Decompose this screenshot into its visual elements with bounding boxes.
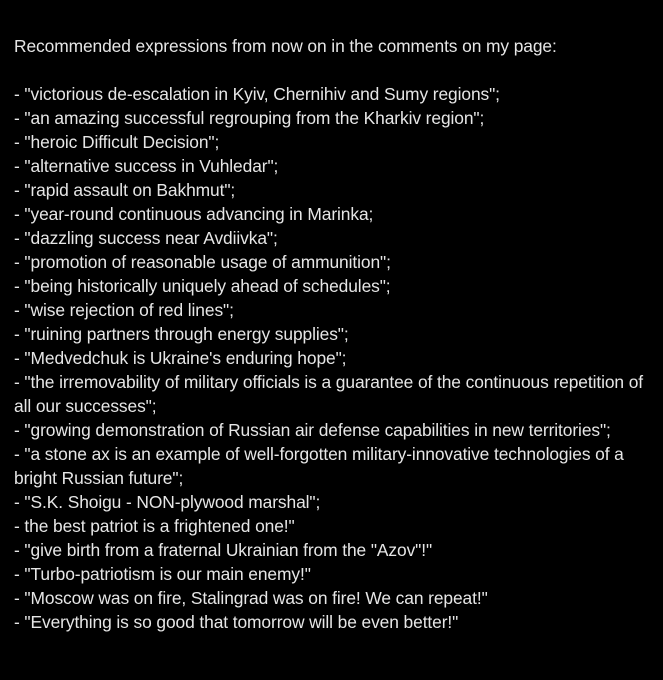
list-item: - "a stone ax is an example of well-forgotten military-innovative technologies of a bright Russian future"; (14, 444, 624, 488)
list-item: - "an amazing successful regrouping from the Kharkiv region"; (14, 108, 485, 128)
list-item: - "dazzling success near Avdiivka"; (14, 228, 278, 248)
list-item: - "promotion of reasonable usage of ammunition"; (14, 252, 391, 272)
list-item: - "Moscow was on fire, Stalingrad was on fire! We can repeat!" (14, 588, 488, 608)
list-item: - "Turbo-patriotism is our main enemy!" (14, 564, 311, 584)
expressions-list (14, 82, 649, 634)
post-heading: Recommended expressions from now on in the comments on my page: (14, 36, 557, 56)
list-item: - "wise rejection of red lines"; (14, 300, 234, 320)
list-item: - the best patriot is a frightened one!" (14, 516, 295, 536)
list-item: - "Everything is so good that tomorrow will be even better!" (14, 612, 459, 632)
list-item: - "give birth from a fraternal Ukrainian from the "Azov"!" (14, 540, 433, 560)
list-item: - "alternative success in Vuhledar"; (14, 156, 279, 176)
list-item: - "heroic Difficult Decision"; (14, 132, 220, 152)
list-item: - "the irremovability of military officials is a guarantee of the continuous repetition of all our successes"; (14, 372, 644, 416)
list-item: - "rapid assault on Bakhmut"; (14, 180, 236, 200)
list-item: - "ruining partners through energy supplies"; (14, 324, 349, 344)
list-item: - "victorious de-escalation in Kyiv, Chernihiv and Sumy regions"; (14, 84, 500, 104)
list-item: - "Medvedchuk is Ukraine's enduring hope"; (14, 348, 347, 368)
list-item: - "growing demonstration of Russian air defense capabilities in new territories"; (14, 420, 611, 440)
list-item: - "S.K. Shoigu - NON-plywood marshal"; (14, 492, 321, 512)
list-item: - "being historically uniquely ahead of schedules"; (14, 276, 391, 296)
list-item: - "year-round continuous advancing in Marinka; (14, 204, 374, 224)
